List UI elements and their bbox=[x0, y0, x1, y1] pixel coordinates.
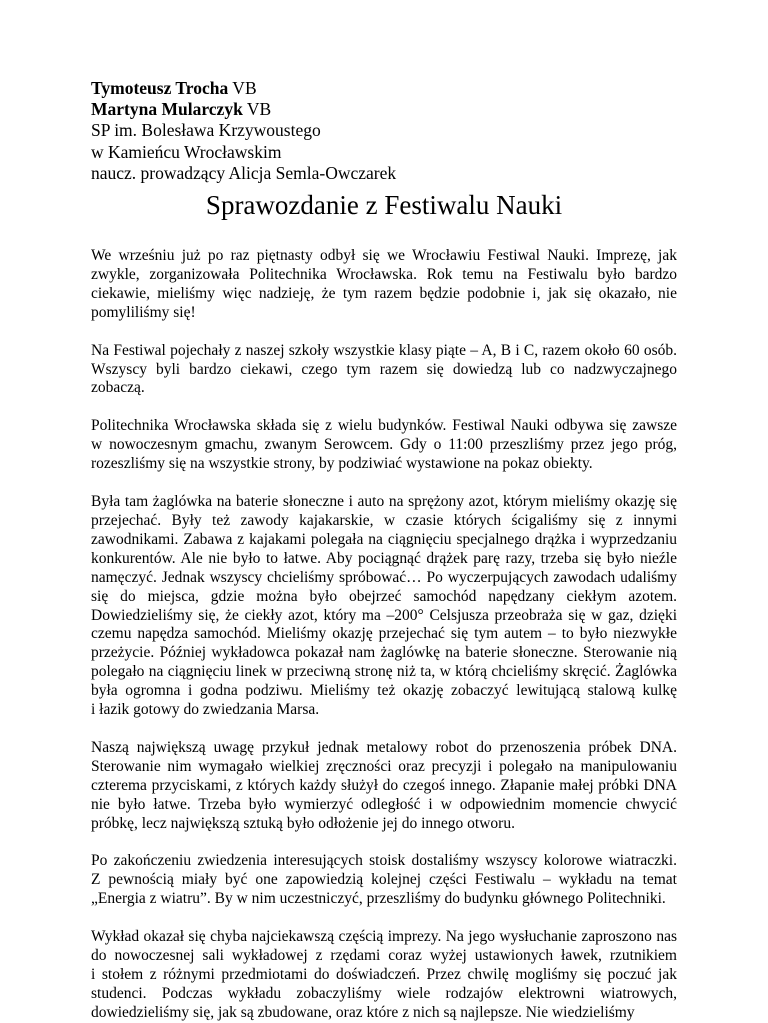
school-name: SP im. Bolesława Krzywoustego bbox=[91, 120, 321, 141]
paragraph-line: była ogromna i godna podziwu. Mieliśmy też okazję zobaczyć lewitującą stalową kulkę bbox=[91, 682, 677, 700]
paragraph-line: Wszyscy byli bardzo ciekawi, czego tym razem się dowiedzą lub co nadzwyczajnego bbox=[91, 360, 677, 378]
paragraph-line: „Energia z wiatru”. By w nim uczestniczyć, przeszliśmy do budynku głównego Politechniki. bbox=[91, 890, 666, 908]
paragraph-line: i łazik gotowy do zwiedzania Marsa. bbox=[91, 701, 320, 719]
author-class: VB bbox=[228, 78, 257, 98]
paragraph-line: rozeszliśmy się na wszystkie strony, by podziwiać wystawione na pokaz obiekty. bbox=[91, 455, 593, 473]
paragraph bbox=[91, 417, 677, 474]
paragraph-line: nie było łatwe. Trzeba było wymierzyć odległość i w odpowiednim momencie chwycić bbox=[91, 795, 677, 813]
paragraph-line: czemu napędza samochód. Mieliśmy okazję przejechać się tym autem – to było niezwykłe bbox=[91, 625, 677, 643]
paragraph-line: konkurentów. Ale nie było to łatwe. Aby pociągnąć drążek parę razy, trzeba się było nieźle bbox=[91, 549, 677, 567]
paragraph bbox=[91, 928, 677, 1023]
paragraph-line: Z pewnością miały być one zapowiedzią kolejnej części Festiwalu – wykładu na temat bbox=[91, 871, 677, 889]
paragraph-line: i stołem z różnymi przedmiotami do doświadczeń. Przez chwilę mogliśmy się poczuć jak bbox=[91, 966, 677, 983]
paragraph-line: próbkę, lecz największą sztuką było odłożenie jej do innego otworu. bbox=[91, 814, 515, 832]
paragraph-line: Po zakończeniu zwiedzenia interesujących stoisk dostaliśmy wszyscy kolorowe wiatraczki. bbox=[91, 852, 677, 870]
author-class: VB bbox=[242, 99, 272, 120]
author-line-2 bbox=[91, 99, 691, 120]
paragraph-line: przejechać. Były też zawody kajakarskie, w czasie których ścigaliśmy się z innymi bbox=[91, 511, 677, 529]
paragraph bbox=[91, 852, 677, 909]
paragraph-line: dowiedzieliśmy się, jak są zbudowane, oraz które z nich są najlepsze. Nie wiedzieliśmy bbox=[91, 1003, 635, 1021]
school-location: w Kamieńcu Wrocławskim bbox=[91, 141, 282, 162]
paragraph-line: zwykle, zorganizowała Politechnika Wrocławska. Rok temu na Festiwalu było bardzo bbox=[91, 265, 677, 283]
paragraph-line: w nowoczesnym gmachu, zwanym Serowcem. Gdy o 11:00 przeszliśmy przez jego próg, bbox=[91, 436, 677, 454]
paragraph-line: Sterowanie nim wymagało wielkiej zręczności oraz precyzji i polegało na manipulowaniu bbox=[91, 757, 677, 775]
paragraph-line: do nowoczesnej sali wykładowej z rzędami coraz wyżej ustawionych ławek, rzutnikiem bbox=[91, 947, 677, 965]
teacher-line: naucz. prowadzący Alicja Semla-Owczarek bbox=[91, 162, 397, 183]
paragraph-line: zawodnikami. Zabawa z kajakami polegała na ciągnięciu specjalnego drążka i wyprzedzaniu bbox=[91, 530, 677, 548]
paragraph-line: Dowiedzieliśmy się, że ciekły azot, który ma –200° Celsjusza przeobraża się w gaz, dzięki bbox=[91, 606, 677, 624]
paragraph-line: Była tam żaglówka na baterie słoneczne i auto na sprężony azot, którym mieliśmy okazję się bbox=[91, 493, 677, 511]
paragraph-line: polegało na ciągnięciu linek w przeciwną stronę niż ta, w którą chcieliśmy skręcić. Żaglówka bbox=[91, 663, 677, 681]
author-line-1 bbox=[91, 78, 691, 99]
paragraph-line: Politechnika Wrocławska składa się z wielu budynków. Festiwal Nauki odbywa się zawsze bbox=[91, 417, 677, 435]
paragraph-line: przeżycie. Później wykładowca pokazał nam żaglówkę na baterie słoneczne. Sterowanie nią bbox=[91, 644, 677, 662]
author-header bbox=[91, 78, 691, 184]
paragraph-line: zobaczą. bbox=[91, 379, 145, 397]
paragraph-line: studenci. Podczas wykładu zobaczyliśmy wiele rodzajów elektrowni wiatrowych, bbox=[91, 984, 677, 1002]
paragraph-line: namęczyć. Jednak wszyscy chcieliśmy spróbować… Po wyczerpujących zawodach udaliśmy bbox=[91, 568, 677, 586]
author-name: Tymoteusz Trocha bbox=[91, 78, 229, 98]
paragraph bbox=[91, 739, 677, 834]
paragraph bbox=[91, 342, 677, 399]
author-name: Martyna Mularczyk bbox=[91, 99, 243, 120]
document-title: Sprawozdanie z Festiwalu Nauki bbox=[205, 190, 563, 220]
paragraph-line: Naszą największą uwagę przykuł jednak metalowy robot do przenoszenia próbek DNA. bbox=[91, 738, 677, 756]
paragraph bbox=[91, 247, 677, 323]
paragraph-line: się do miejsca, gdzie można było obejrzeć samochód napędzany ciekłym azotem. bbox=[91, 587, 677, 605]
paragraph-line: pomyliliśmy się! bbox=[91, 303, 196, 321]
paragraph-line: czterema przyciskami, z których każdy służył do czegoś innego. Złapanie małej próbki DNA bbox=[91, 776, 677, 794]
report-body bbox=[91, 247, 677, 1023]
paragraph bbox=[91, 493, 677, 720]
paragraph-line: Wykład okazał się chyba najciekawszą częścią imprezy. Na jego wysłuchanie zaproszono nas bbox=[91, 928, 677, 946]
paragraph-line: ciekawie, mieliśmy więc nadzieję, że tym razem będzie podobnie i, jak się okazało, nie bbox=[91, 284, 677, 302]
paragraph-line: We wrześniu już po raz piętnasty odbył się we Wrocławiu Festiwal Nauki. Imprezę, jak bbox=[91, 247, 677, 264]
paragraph-line: Na Festiwal pojechały z naszej szkoły wszystkie klasy piąte – A, B i C, razem około 60 osób. bbox=[91, 341, 677, 359]
